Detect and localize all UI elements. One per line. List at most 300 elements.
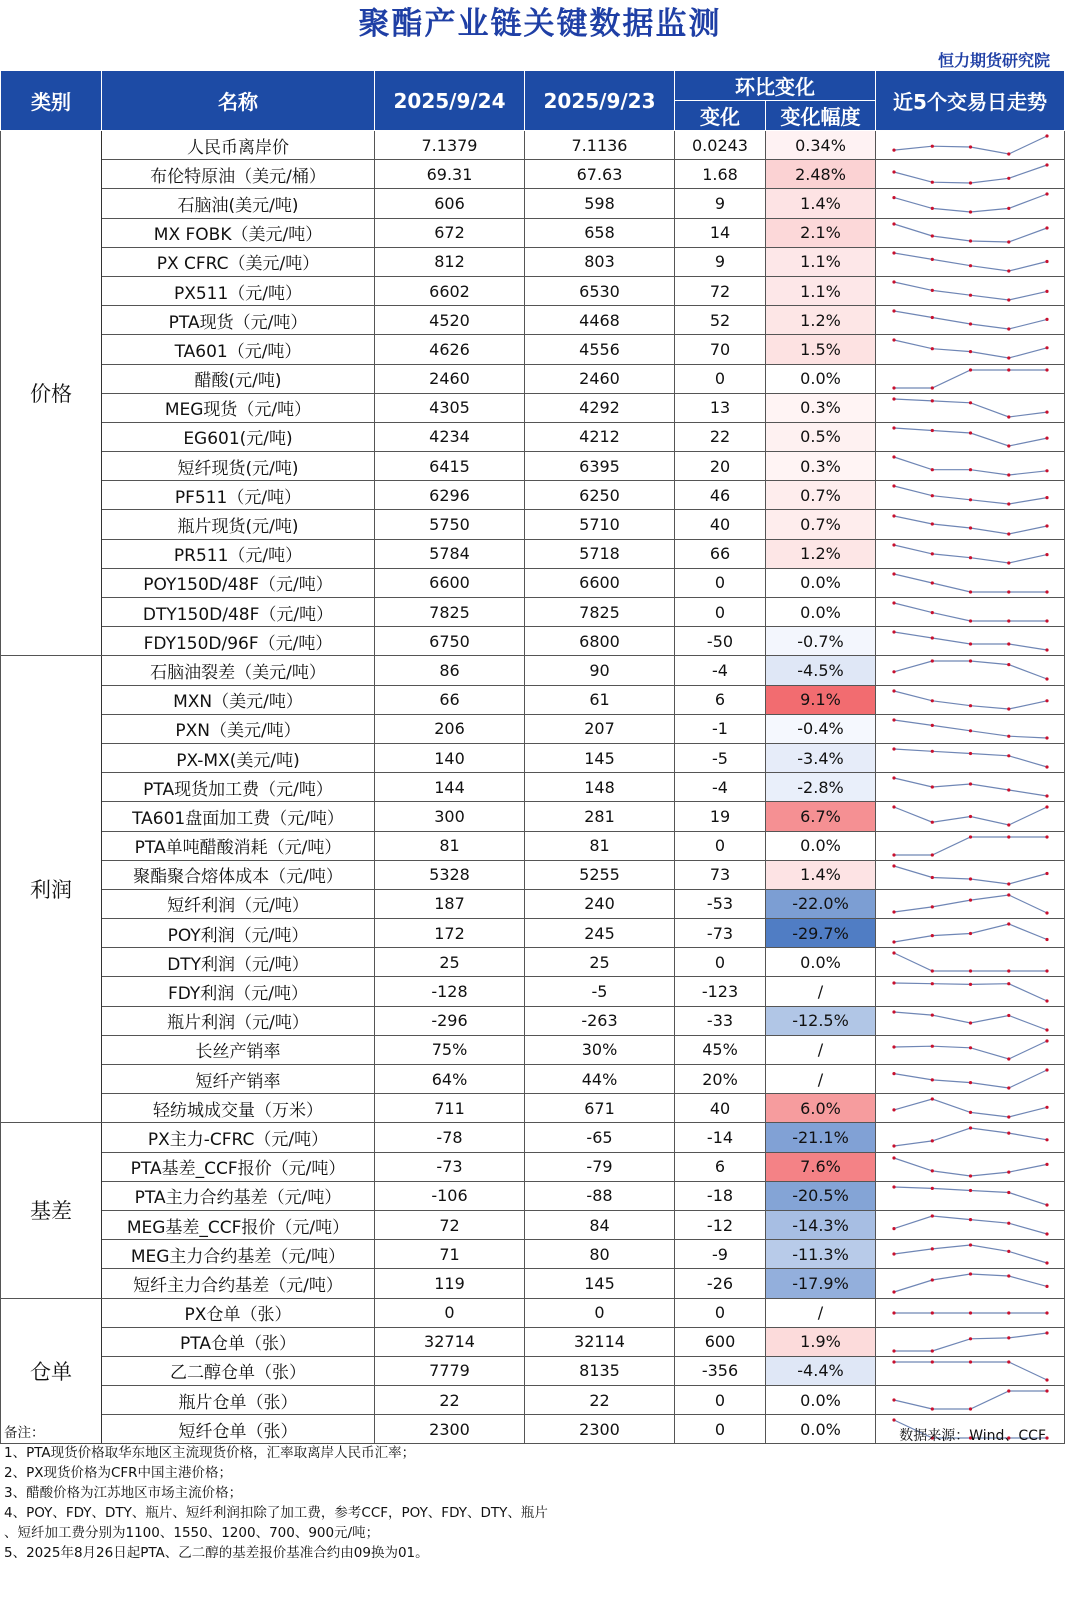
sparkline-svg bbox=[876, 1094, 1065, 1122]
sparkline-svg bbox=[876, 861, 1065, 889]
table-row bbox=[1, 1240, 1065, 1269]
sparkline-svg bbox=[876, 832, 1065, 860]
sparkline-svg bbox=[876, 394, 1065, 422]
change-pct-cell: -22.0% bbox=[766, 889, 876, 918]
trend-line bbox=[894, 1012, 1047, 1030]
value-date2: -5 bbox=[525, 977, 675, 1006]
trend-point bbox=[931, 386, 934, 389]
trend-point bbox=[892, 910, 895, 913]
trend-point bbox=[931, 429, 934, 432]
trend-sparkline bbox=[876, 656, 1065, 685]
trend-line bbox=[894, 749, 1047, 767]
name-cell: 石脑油裂差（美元/吨） bbox=[102, 656, 375, 685]
trend-point bbox=[892, 310, 895, 313]
trend-point bbox=[1007, 240, 1010, 243]
name-cell: PTA现货（元/吨） bbox=[102, 306, 375, 335]
table-row bbox=[1, 948, 1065, 977]
trend-point bbox=[892, 689, 895, 692]
trend-sparkline bbox=[876, 160, 1065, 189]
value-date1: 7825 bbox=[375, 598, 525, 627]
sparkline-svg bbox=[876, 1007, 1065, 1035]
change-pct-cell: 0.0% bbox=[766, 831, 876, 860]
name-cell: 人民币离岸价 bbox=[102, 131, 375, 160]
trend-sparkline bbox=[876, 1327, 1065, 1356]
change-pct-cell: -2.8% bbox=[766, 773, 876, 802]
trend-point bbox=[1007, 177, 1010, 180]
trend-point bbox=[892, 1227, 895, 1230]
change-cell: 22 bbox=[675, 422, 766, 451]
trend-sparkline bbox=[876, 452, 1065, 481]
trend-point bbox=[1007, 532, 1010, 535]
change-cell: -5 bbox=[675, 743, 766, 772]
change-pct-cell: 0.3% bbox=[766, 452, 876, 481]
trend-line bbox=[894, 1041, 1047, 1059]
change-pct-cell: 1.9% bbox=[766, 1327, 876, 1356]
value-date1: 5750 bbox=[375, 510, 525, 539]
trend-sparkline bbox=[876, 743, 1065, 772]
category-cell: 价格 bbox=[1, 131, 102, 656]
trend-point bbox=[969, 877, 972, 880]
trend-sparkline bbox=[876, 218, 1065, 247]
sparkline-svg bbox=[876, 1036, 1065, 1064]
trend-point bbox=[931, 699, 934, 702]
value-date2: 6600 bbox=[525, 568, 675, 597]
header-date2: 2025/9/23 bbox=[525, 71, 675, 131]
trend-point bbox=[969, 619, 972, 622]
change-cell: 40 bbox=[675, 1094, 766, 1123]
trend-point bbox=[1045, 806, 1048, 809]
trend-point bbox=[931, 934, 934, 937]
trend-sparkline bbox=[876, 131, 1065, 160]
name-cell: PXN（美元/吨） bbox=[102, 714, 375, 743]
trend-point bbox=[931, 905, 934, 908]
trend-point bbox=[1007, 970, 1010, 973]
value-date1: -296 bbox=[375, 1006, 525, 1035]
trend-point bbox=[1007, 1222, 1010, 1225]
trend-point bbox=[1045, 1139, 1048, 1142]
change-cell: 46 bbox=[675, 481, 766, 510]
name-cell: MEG主力合约基差（元/吨） bbox=[102, 1240, 375, 1269]
sparkline-svg bbox=[876, 569, 1065, 597]
value-date2: 61 bbox=[525, 685, 675, 714]
trend-point bbox=[1045, 524, 1048, 527]
trend-line bbox=[894, 428, 1047, 446]
value-date1: 71 bbox=[375, 1240, 525, 1269]
trend-point bbox=[1007, 1250, 1010, 1253]
table-row bbox=[1, 364, 1065, 393]
change-pct-cell: -4.5% bbox=[766, 656, 876, 685]
trend-line bbox=[894, 866, 1047, 884]
sparkline-svg bbox=[876, 656, 1065, 684]
table-row bbox=[1, 452, 1065, 481]
trend-sparkline bbox=[876, 364, 1065, 393]
name-cell: PX仓单（张） bbox=[102, 1298, 375, 1327]
table-row bbox=[1, 393, 1065, 422]
table-row bbox=[1, 218, 1065, 247]
trend-point bbox=[1007, 1014, 1010, 1017]
trend-point bbox=[1045, 193, 1048, 196]
trend-point bbox=[931, 145, 934, 148]
trend-point bbox=[1007, 1336, 1010, 1339]
value-date2: 6800 bbox=[525, 627, 675, 656]
value-date2: 7825 bbox=[525, 598, 675, 627]
trend-line bbox=[894, 1245, 1047, 1263]
trend-sparkline bbox=[876, 247, 1065, 276]
trend-point bbox=[1045, 911, 1048, 914]
value-date1: 119 bbox=[375, 1269, 525, 1298]
value-date2: 148 bbox=[525, 773, 675, 802]
value-date2: 4212 bbox=[525, 422, 675, 451]
change-pct-cell: 2.48% bbox=[766, 160, 876, 189]
name-cell: PTA基差_CCF报价（元/吨） bbox=[102, 1152, 375, 1181]
trend-line bbox=[894, 224, 1047, 242]
trend-point bbox=[1045, 1390, 1048, 1393]
trend-sparkline bbox=[876, 1181, 1065, 1210]
value-date1: 6415 bbox=[375, 452, 525, 481]
trend-sparkline bbox=[876, 539, 1065, 568]
value-date1: -128 bbox=[375, 977, 525, 1006]
trend-point bbox=[931, 234, 934, 237]
trend-point bbox=[931, 1169, 934, 1172]
trend-point bbox=[931, 724, 934, 727]
trend-point bbox=[931, 786, 934, 789]
trend-point bbox=[1007, 561, 1010, 564]
trend-point bbox=[931, 821, 934, 824]
trend-point bbox=[892, 1349, 895, 1352]
name-cell: POY利润（元/吨） bbox=[102, 919, 375, 948]
value-date2: 80 bbox=[525, 1240, 675, 1269]
name-cell: 瓶片利润（元/吨） bbox=[102, 1006, 375, 1035]
name-cell: DTY利润（元/吨） bbox=[102, 948, 375, 977]
trend-point bbox=[892, 1185, 895, 1188]
trend-line bbox=[894, 1158, 1047, 1176]
trend-line bbox=[894, 632, 1047, 650]
sparkline-svg bbox=[876, 452, 1065, 480]
trend-point bbox=[969, 1218, 972, 1221]
table-row bbox=[1, 1152, 1065, 1181]
value-date1: 0 bbox=[375, 1298, 525, 1327]
change-cell: 6 bbox=[675, 1152, 766, 1181]
change-pct-cell: -21.1% bbox=[766, 1123, 876, 1152]
trend-point bbox=[969, 1111, 972, 1114]
change-cell: 0 bbox=[675, 831, 766, 860]
trend-point bbox=[1045, 164, 1048, 167]
change-pct-cell: -14.3% bbox=[766, 1210, 876, 1239]
trend-point bbox=[1007, 368, 1010, 371]
value-date1: 22 bbox=[375, 1386, 525, 1415]
value-date2: 22 bbox=[525, 1386, 675, 1415]
trend-line bbox=[894, 895, 1047, 913]
trend-point bbox=[1007, 1360, 1010, 1363]
table-row bbox=[1, 802, 1065, 831]
change-cell: 70 bbox=[675, 335, 766, 364]
trend-point bbox=[1007, 923, 1010, 926]
trend-sparkline bbox=[876, 276, 1065, 305]
trend-point bbox=[931, 1311, 934, 1314]
trend-point bbox=[931, 1408, 934, 1411]
trend-point bbox=[969, 970, 972, 973]
change-cell: 9 bbox=[675, 189, 766, 218]
change-cell: 0.0243 bbox=[675, 131, 766, 160]
trend-point bbox=[892, 777, 895, 780]
value-date1: 4234 bbox=[375, 422, 525, 451]
trend-point bbox=[1045, 1262, 1048, 1265]
trend-point bbox=[1045, 938, 1048, 941]
table-row bbox=[1, 1327, 1065, 1356]
change-cell: -356 bbox=[675, 1356, 766, 1385]
sparkline-svg bbox=[876, 890, 1065, 918]
table-row bbox=[1, 627, 1065, 656]
trend-line bbox=[894, 311, 1047, 329]
trend-point bbox=[1045, 553, 1048, 556]
change-cell: 72 bbox=[675, 276, 766, 305]
sparkline-svg bbox=[876, 219, 1065, 247]
table-row bbox=[1, 1210, 1065, 1239]
change-pct-cell: 1.5% bbox=[766, 335, 876, 364]
trend-line bbox=[894, 1099, 1047, 1117]
trend-point bbox=[969, 182, 972, 185]
table-row bbox=[1, 306, 1065, 335]
note-line: 5、2025年8月26日起PTA、乙二醇的基差报价基准合约由09换为01。 bbox=[4, 1545, 429, 1561]
trend-sparkline bbox=[876, 481, 1065, 510]
trend-point bbox=[931, 207, 934, 210]
name-cell: PTA仓单（张） bbox=[102, 1327, 375, 1356]
trend-point bbox=[892, 485, 895, 488]
change-cell: -18 bbox=[675, 1181, 766, 1210]
trend-point bbox=[892, 601, 895, 604]
value-date1: 4626 bbox=[375, 335, 525, 364]
trend-point bbox=[892, 1311, 895, 1314]
value-date1: 72 bbox=[375, 1210, 525, 1239]
name-cell: PR511（元/吨） bbox=[102, 539, 375, 568]
trend-point bbox=[1007, 269, 1010, 272]
table-row bbox=[1, 189, 1065, 218]
trend-line bbox=[894, 603, 1047, 621]
change-pct-cell: -17.9% bbox=[766, 1269, 876, 1298]
value-date1: 2300 bbox=[375, 1415, 525, 1444]
trend-line bbox=[894, 253, 1047, 271]
trend-point bbox=[1007, 503, 1010, 506]
trend-point bbox=[1045, 590, 1048, 593]
name-cell: 瓶片仓单（张） bbox=[102, 1386, 375, 1415]
name-cell: 短纤现货(元/吨) bbox=[102, 452, 375, 481]
change-cell: 0 bbox=[675, 364, 766, 393]
trend-point bbox=[892, 572, 895, 575]
value-date1: 64% bbox=[375, 1065, 525, 1094]
value-date2: 4556 bbox=[525, 335, 675, 364]
table-row bbox=[1, 1123, 1065, 1152]
trend-point bbox=[1045, 872, 1048, 875]
change-cell: -123 bbox=[675, 977, 766, 1006]
trend-line bbox=[894, 1333, 1047, 1351]
trend-point bbox=[931, 581, 934, 584]
trend-point bbox=[969, 264, 972, 267]
change-pct-cell: 6.0% bbox=[766, 1094, 876, 1123]
trend-point bbox=[969, 1244, 972, 1247]
name-cell: 短纤主力合约基差（元/吨） bbox=[102, 1269, 375, 1298]
trend-point bbox=[969, 239, 972, 242]
note-line: 备注： bbox=[4, 1425, 45, 1441]
change-cell: 0 bbox=[675, 948, 766, 977]
change-pct-cell: -29.7% bbox=[766, 919, 876, 948]
sparkline-svg bbox=[876, 1386, 1065, 1414]
trend-point bbox=[969, 145, 972, 148]
value-date2: 5255 bbox=[525, 860, 675, 889]
trend-point bbox=[931, 1349, 934, 1352]
trend-point bbox=[1007, 1086, 1010, 1089]
sparkline-svg bbox=[876, 306, 1065, 334]
change-cell: 73 bbox=[675, 860, 766, 889]
trend-point bbox=[931, 1360, 934, 1363]
trend-point bbox=[892, 426, 895, 429]
trend-point bbox=[931, 853, 934, 856]
trend-point bbox=[931, 660, 934, 663]
trend-point bbox=[1045, 1028, 1048, 1031]
table-row bbox=[1, 1298, 1065, 1327]
trend-point bbox=[1045, 619, 1048, 622]
trend-point bbox=[969, 556, 972, 559]
value-date1: 4305 bbox=[375, 393, 525, 422]
trend-line bbox=[894, 282, 1047, 300]
value-date2: 0 bbox=[525, 1298, 675, 1327]
trend-sparkline bbox=[876, 1210, 1065, 1239]
value-date1: 2460 bbox=[375, 364, 525, 393]
name-cell: PX主力-CFRC（元/吨） bbox=[102, 1123, 375, 1152]
name-cell: EG601(元/吨) bbox=[102, 422, 375, 451]
trend-point bbox=[1045, 1039, 1048, 1042]
change-cell: 0 bbox=[675, 1415, 766, 1444]
name-cell: PX CFRC（美元/吨） bbox=[102, 247, 375, 276]
change-cell: -33 bbox=[675, 1006, 766, 1035]
sparkline-svg bbox=[876, 335, 1065, 363]
sparkline-svg bbox=[876, 744, 1065, 772]
change-pct-cell: 0.7% bbox=[766, 481, 876, 510]
sparkline-svg bbox=[876, 773, 1065, 801]
change-pct-cell: -20.5% bbox=[766, 1181, 876, 1210]
trend-point bbox=[969, 752, 972, 755]
table-body bbox=[1, 131, 1065, 1444]
trend-point bbox=[1045, 1311, 1048, 1314]
trend-point bbox=[892, 222, 895, 225]
value-date2: 207 bbox=[525, 714, 675, 743]
trend-point bbox=[969, 783, 972, 786]
value-date2: 32114 bbox=[525, 1327, 675, 1356]
change-pct-cell: 0.0% bbox=[766, 948, 876, 977]
trend-point bbox=[1045, 1203, 1048, 1206]
name-cell: DTY150D/48F（元/吨） bbox=[102, 598, 375, 627]
change-pct-cell: -11.3% bbox=[766, 1240, 876, 1269]
name-cell: 长丝产销率 bbox=[102, 1035, 375, 1064]
trend-point bbox=[1045, 999, 1048, 1002]
table-row bbox=[1, 714, 1065, 743]
trend-sparkline bbox=[876, 1356, 1065, 1385]
trend-point bbox=[1045, 1232, 1048, 1235]
trend-point bbox=[892, 1419, 895, 1422]
trend-point bbox=[969, 401, 972, 404]
trend-point bbox=[969, 526, 972, 529]
trend-point bbox=[892, 339, 895, 342]
trend-point bbox=[969, 1337, 972, 1340]
table-row bbox=[1, 131, 1065, 160]
trend-line bbox=[894, 661, 1047, 679]
trend-point bbox=[1045, 835, 1048, 838]
note-line: 1、PTA现货价格取华东地区主流现货价格，汇率取离岸人民币汇率； bbox=[4, 1445, 416, 1461]
trend-point bbox=[1045, 1106, 1048, 1109]
trend-point bbox=[892, 1291, 895, 1294]
name-cell: PX511（元/吨） bbox=[102, 276, 375, 305]
value-date2: 4292 bbox=[525, 393, 675, 422]
sparkline-svg bbox=[876, 1269, 1065, 1297]
org-name: 恒力期货研究院 bbox=[937, 51, 1050, 70]
table-row bbox=[1, 860, 1065, 889]
trend-line bbox=[894, 194, 1047, 212]
value-date2: -79 bbox=[525, 1152, 675, 1181]
trend-point bbox=[969, 431, 972, 434]
change-cell: -14 bbox=[675, 1123, 766, 1152]
trend-sparkline bbox=[876, 510, 1065, 539]
trend-point bbox=[892, 806, 895, 809]
change-cell: 40 bbox=[675, 510, 766, 539]
sparkline-svg bbox=[876, 481, 1065, 509]
trend-point bbox=[1045, 1331, 1048, 1334]
table-row bbox=[1, 1181, 1065, 1210]
trend-point bbox=[931, 637, 934, 640]
trend-sparkline bbox=[876, 919, 1065, 948]
trend-point bbox=[1007, 152, 1010, 155]
trend-point bbox=[1045, 1378, 1048, 1381]
trend-point bbox=[969, 1021, 972, 1024]
value-date1: 5784 bbox=[375, 539, 525, 568]
trend-sparkline bbox=[876, 1152, 1065, 1181]
value-date2: -65 bbox=[525, 1123, 675, 1152]
value-date1: -73 bbox=[375, 1152, 525, 1181]
trend-point bbox=[969, 1081, 972, 1084]
table-row bbox=[1, 568, 1065, 597]
trend-point bbox=[969, 1360, 972, 1363]
value-date2: 6530 bbox=[525, 276, 675, 305]
name-cell: TA601盘面加工费（元/吨） bbox=[102, 802, 375, 831]
trend-point bbox=[969, 1189, 972, 1192]
sparkline-svg bbox=[876, 511, 1065, 539]
trend-point bbox=[892, 1010, 895, 1013]
change-cell: 20 bbox=[675, 452, 766, 481]
value-date2: 671 bbox=[525, 1094, 675, 1123]
table-row bbox=[1, 422, 1065, 451]
name-cell: 短纤产销率 bbox=[102, 1065, 375, 1094]
trend-point bbox=[892, 1045, 895, 1048]
value-date1: 187 bbox=[375, 889, 525, 918]
value-date1: 172 bbox=[375, 919, 525, 948]
sparkline-svg bbox=[876, 248, 1065, 276]
trend-point bbox=[931, 1078, 934, 1081]
sparkline-svg bbox=[876, 131, 1065, 159]
trend-point bbox=[931, 348, 934, 351]
trend-point bbox=[931, 552, 934, 555]
trend-line bbox=[894, 165, 1047, 183]
trend-point bbox=[892, 1156, 895, 1159]
sparkline-svg bbox=[876, 978, 1065, 1006]
name-cell: MEG现货（元/吨） bbox=[102, 393, 375, 422]
trend-line bbox=[894, 720, 1047, 738]
trend-line bbox=[894, 457, 1047, 475]
value-date1: 25 bbox=[375, 948, 525, 977]
trend-point bbox=[1045, 410, 1048, 413]
sparkline-svg bbox=[876, 160, 1065, 188]
trend-line bbox=[894, 340, 1047, 358]
trend-point bbox=[1007, 1170, 1010, 1173]
trend-point bbox=[931, 1045, 934, 1048]
name-cell: MEG基差_CCF报价（元/吨） bbox=[102, 1210, 375, 1239]
